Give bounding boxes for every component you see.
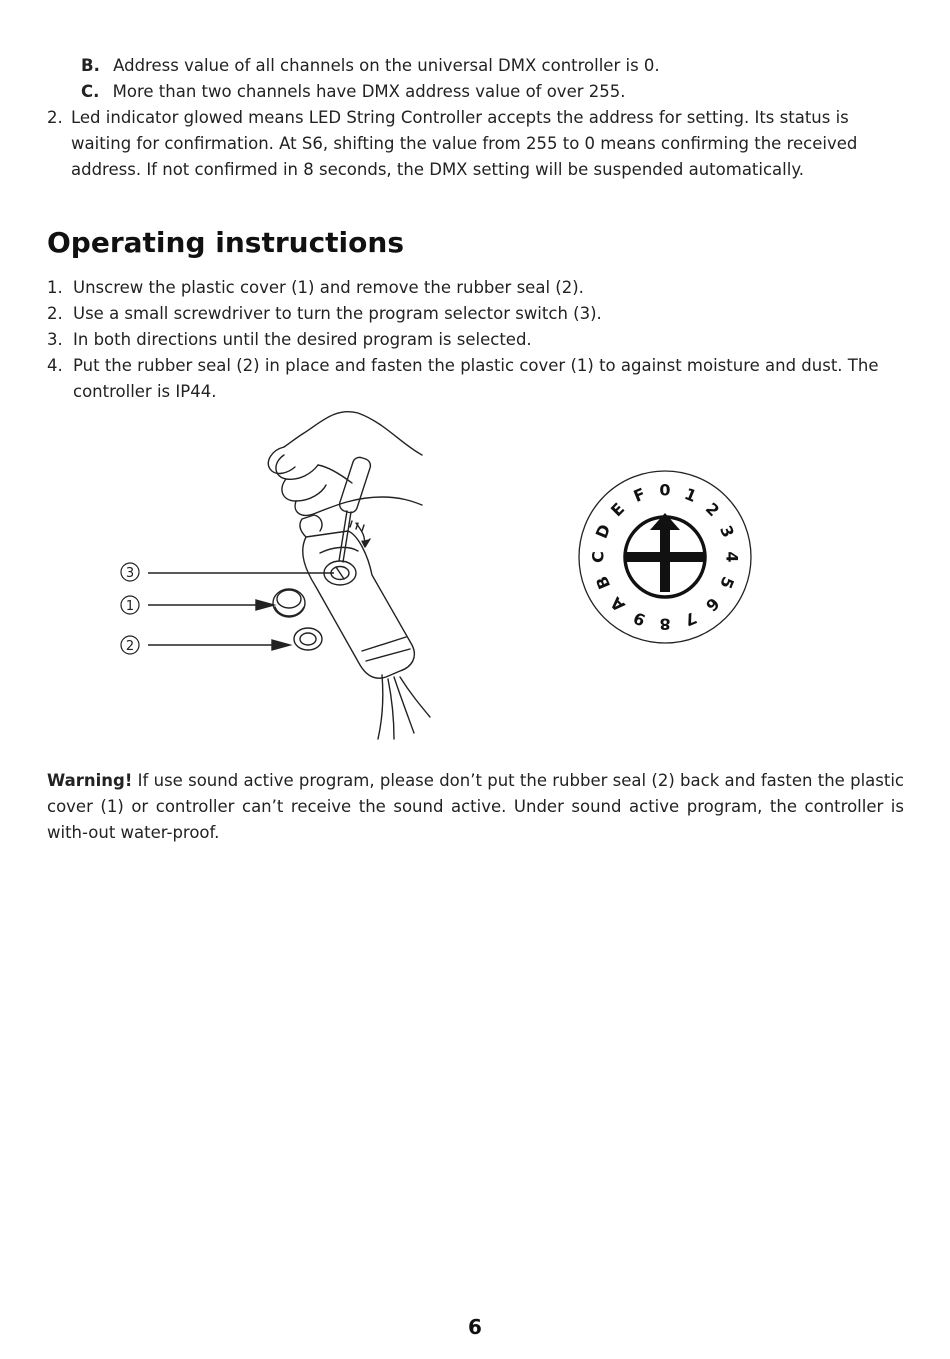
program-selector-dial bbox=[570, 462, 760, 652]
list-item-c bbox=[81, 79, 626, 105]
dial-label-6: 6 bbox=[701, 593, 724, 616]
list-text: Address value of all channels on the universal DMX controller is 0. bbox=[113, 56, 660, 75]
step-1-text: Unscrew the plastic cover (1) and remove the rubber seal (2). bbox=[73, 278, 584, 297]
list-item-b bbox=[81, 53, 660, 79]
dial-label-9: 9 bbox=[630, 607, 649, 630]
list-text: More than two channels have DMX address value of over 255. bbox=[112, 82, 626, 101]
list-item-2-line-3: address. If not confirmed in 8 seconds, the DMX setting will be suspended automatically. bbox=[71, 160, 804, 179]
warning-paragraph bbox=[47, 768, 904, 846]
list-item-2-marker: 2. bbox=[47, 108, 63, 127]
dial-label-7: 7 bbox=[681, 607, 700, 630]
step-3-marker: 3. bbox=[47, 330, 63, 349]
step-2-text: Use a small screwdriver to turn the program selector switch (3). bbox=[73, 304, 602, 323]
dial-pointer-arrow bbox=[650, 513, 680, 530]
cable bbox=[394, 677, 414, 733]
list-marker: B. bbox=[81, 56, 100, 75]
page-number: 6 bbox=[468, 1315, 482, 1339]
section-title: Operating instructions bbox=[47, 226, 404, 259]
dial-label-C: C bbox=[588, 551, 608, 563]
list-item-2-line-2: waiting for confirmation. At S6, shifting the value from 255 to 0 means confirming the received bbox=[71, 134, 858, 153]
dial-label-F: F bbox=[630, 484, 649, 506]
dial-label-B: B bbox=[591, 573, 615, 592]
step-3-text: In both directions until the desired program is selected. bbox=[73, 330, 532, 349]
rubber-seal bbox=[294, 628, 322, 650]
dial-label-1: 1 bbox=[681, 484, 700, 507]
callout-3-label: 3 bbox=[125, 566, 135, 581]
dial-label-2: 2 bbox=[701, 498, 724, 521]
controller-illustration bbox=[100, 405, 550, 740]
step-4-marker: 4. bbox=[47, 356, 63, 375]
dial-label-3: 3 bbox=[715, 522, 738, 541]
step-1-marker: 1. bbox=[47, 278, 63, 297]
dial-label-8: 8 bbox=[659, 614, 671, 634]
dial-label-5: 5 bbox=[715, 573, 738, 592]
dial-label-E: E bbox=[607, 499, 629, 521]
step-4-text: Put the rubber seal (2) in place and fasten the plastic cover (1) to against moisture and dust. The bbox=[73, 356, 879, 375]
callout-1-label: 1 bbox=[125, 599, 135, 614]
dial-label-4: 4 bbox=[722, 551, 742, 563]
step-2-marker: 2. bbox=[47, 304, 63, 323]
hand-outline bbox=[284, 412, 422, 455]
warning-text: If use sound active program, please don’t put the rubber seal (2) back and fasten the plastic cover (1) or controller can’t receive the sound active. Under sound active program, the controller is with-out water-proof. bbox=[47, 771, 904, 842]
list-marker: C. bbox=[81, 82, 100, 101]
dial-label-D: D bbox=[591, 521, 615, 542]
dial-label-0: 0 bbox=[659, 480, 671, 500]
warning-label: Warning! bbox=[47, 771, 133, 790]
list-item-2-line-1: Led indicator glowed means LED String Controller accepts the address for setting. Its status is bbox=[71, 108, 849, 127]
callout-2-label: 2 bbox=[125, 639, 135, 654]
dial-label-A: A bbox=[606, 593, 629, 616]
screwdriver-handle bbox=[338, 456, 372, 515]
step-4-continuation: controller is IP44. bbox=[73, 382, 217, 401]
